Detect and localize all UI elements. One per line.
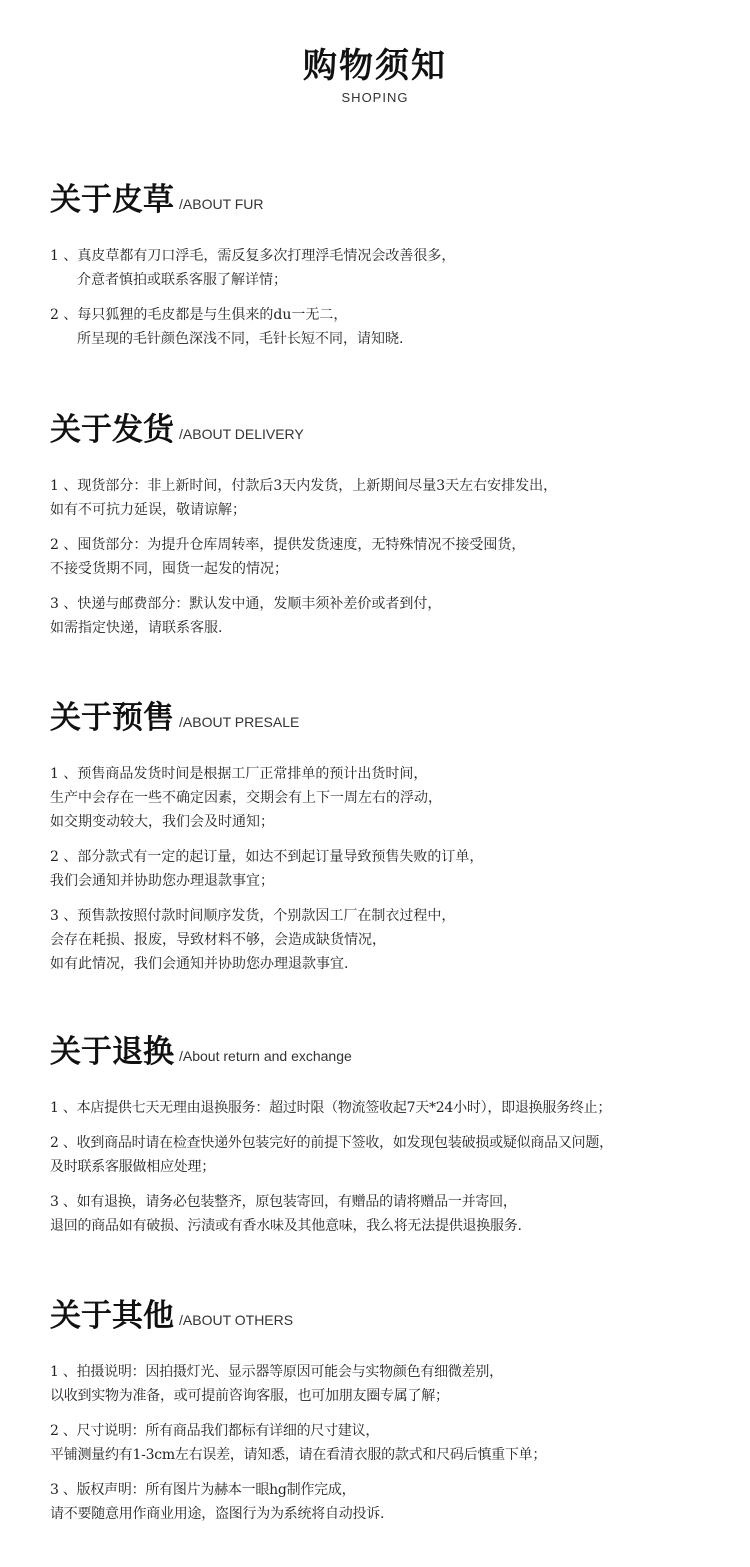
notice-item <box>50 592 710 640</box>
notice-line: 2 、囤货部分：为提升仓库周转率，提供发货速度，无特殊情况不接受囤货， <box>50 537 526 553</box>
notice-line: 不接受货期不同，囤货一起发的情况； <box>50 561 288 577</box>
notice-line: 1 、真皮草都有刀口浮毛，需反复多次打理浮毛情况会改善很多， <box>50 248 456 264</box>
section-title: 关于其他 <box>50 1298 174 1334</box>
section-heading <box>50 174 710 220</box>
notice-item <box>50 1131 710 1179</box>
section-presale <box>50 692 710 987</box>
notice-item <box>50 1096 710 1120</box>
notice-line: 会存在耗损、报废，导致材料不够，会造成缺货情况， <box>50 932 386 948</box>
section-return-exchange <box>50 1026 710 1249</box>
notice-line: 如有不可抗力延误，敬请谅解； <box>50 502 246 518</box>
notice-line: 我们会通知并协助您办理退款事宜； <box>50 873 274 889</box>
section-subtitle: /ABOUT PRESALE <box>179 714 300 730</box>
notice-line: 及时联系客服做相应处理； <box>50 1159 215 1175</box>
section-title: 关于发货 <box>50 412 174 448</box>
section-title: 关于皮草 <box>50 182 174 218</box>
notice-list <box>50 474 710 640</box>
notice-line: 2 、收到商品时请在检查快递外包装完好的前提下签收，如发现包装破损或疑似商品又问题， <box>50 1135 613 1151</box>
notice-line: 如交期变动较大，我们会及时通知； <box>50 814 274 830</box>
notice-item <box>50 904 710 976</box>
notice-line: 平铺测量约有1-3cm左右误差，请知悉，请在看清衣服的款式和尺码后慎重下单； <box>50 1447 547 1463</box>
section-heading <box>50 692 710 738</box>
notice-item <box>50 1478 710 1526</box>
notice-line: 1 、预售商品发货时间是根据工厂正常排单的预计出货时间， <box>50 766 428 782</box>
section-subtitle: /About return and exchange <box>179 1048 352 1064</box>
notice-item <box>50 845 710 893</box>
notice-line: 2 、尺寸说明：所有商品我们都标有详细的尺寸建议， <box>50 1423 380 1439</box>
notice-list <box>50 244 710 351</box>
page-subtitle: SHOPING <box>341 90 409 105</box>
notice-line: 生产中会存在一些不确定因素，交期会有上下一周左右的浮动， <box>50 790 442 806</box>
notice-item <box>50 244 710 292</box>
notice-list <box>50 762 710 976</box>
section-subtitle: /ABOUT OTHERS <box>179 1312 294 1328</box>
notice-line: 2 、每只狐狸的毛皮都是与生俱来的du一无二， <box>50 307 348 323</box>
notice-line: 3 、快递与邮费部分：默认发中通，发顺丰须补差价或者到付， <box>50 596 442 612</box>
section-subtitle: /ABOUT DELIVERY <box>179 426 304 442</box>
notice-line: 介意者慎拍或联系客服了解详情； <box>77 272 287 288</box>
section-delivery <box>50 404 710 651</box>
notice-line: 1 、现货部分：非上新时间，付款后3天内发货，上新期间尽量3天左右安排发出， <box>50 478 558 494</box>
notice-item <box>50 1360 710 1408</box>
notice-item <box>50 303 710 351</box>
notice-item <box>50 474 710 522</box>
section-title: 关于退换 <box>50 1034 174 1070</box>
notice-line: 如需指定快递，请联系客服. <box>50 620 223 636</box>
notice-line: 1 、拍摄说明：因拍摄灯光、显示器等原因可能会与实物颜色有细微差别， <box>50 1364 503 1380</box>
notice-line: 1 、本店提供七天无理由退换服务：超过时限（物流签收起7天*24小时），即退换服务终止； <box>50 1100 612 1116</box>
notice-item <box>50 1419 710 1467</box>
section-heading <box>50 404 710 450</box>
notice-line: 所呈现的毛针颜色深浅不同，毛针长短不同，请知晓. <box>77 331 404 347</box>
notice-item <box>50 1190 710 1238</box>
notice-line: 如有此情况，我们会通知并协助您办理退款事宜. <box>50 956 349 972</box>
section-fur <box>50 174 710 362</box>
notice-line: 以收到实物为准备，或可提前咨询客服，也可加朋友圈专属了解； <box>50 1388 449 1404</box>
section-heading <box>50 1290 710 1336</box>
notice-line: 3 、预售款按照付款时间顺序发货，个别款因工厂在制衣过程中， <box>50 908 456 924</box>
page-title: 购物须知 <box>303 46 447 86</box>
notice-item <box>50 533 710 581</box>
section-others <box>50 1290 710 1537</box>
notice-item <box>50 762 710 834</box>
section-title: 关于预售 <box>50 700 174 736</box>
notice-line: 3 、如有退换，请务必包装整齐，原包装寄回，有赠品的请将赠品一并寄回， <box>50 1194 517 1210</box>
notice-line: 请不要随意用作商业用途，盗图行为为系统将自动投诉. <box>50 1506 385 1522</box>
notice-line: 退回的商品如有破损、污渍或有香水味及其他意味，我么将无法提供退换服务. <box>50 1218 522 1234</box>
section-heading <box>50 1026 710 1072</box>
notice-line: 2 、部分款式有一定的起订量，如达不到起订量导致预售失败的订单， <box>50 849 484 865</box>
notice-line: 3 、版权声明：所有图片为赫本一眼hg制作完成， <box>50 1482 356 1498</box>
notice-list <box>50 1360 710 1526</box>
section-subtitle: /ABOUT FUR <box>179 196 264 212</box>
notice-list <box>50 1096 710 1238</box>
